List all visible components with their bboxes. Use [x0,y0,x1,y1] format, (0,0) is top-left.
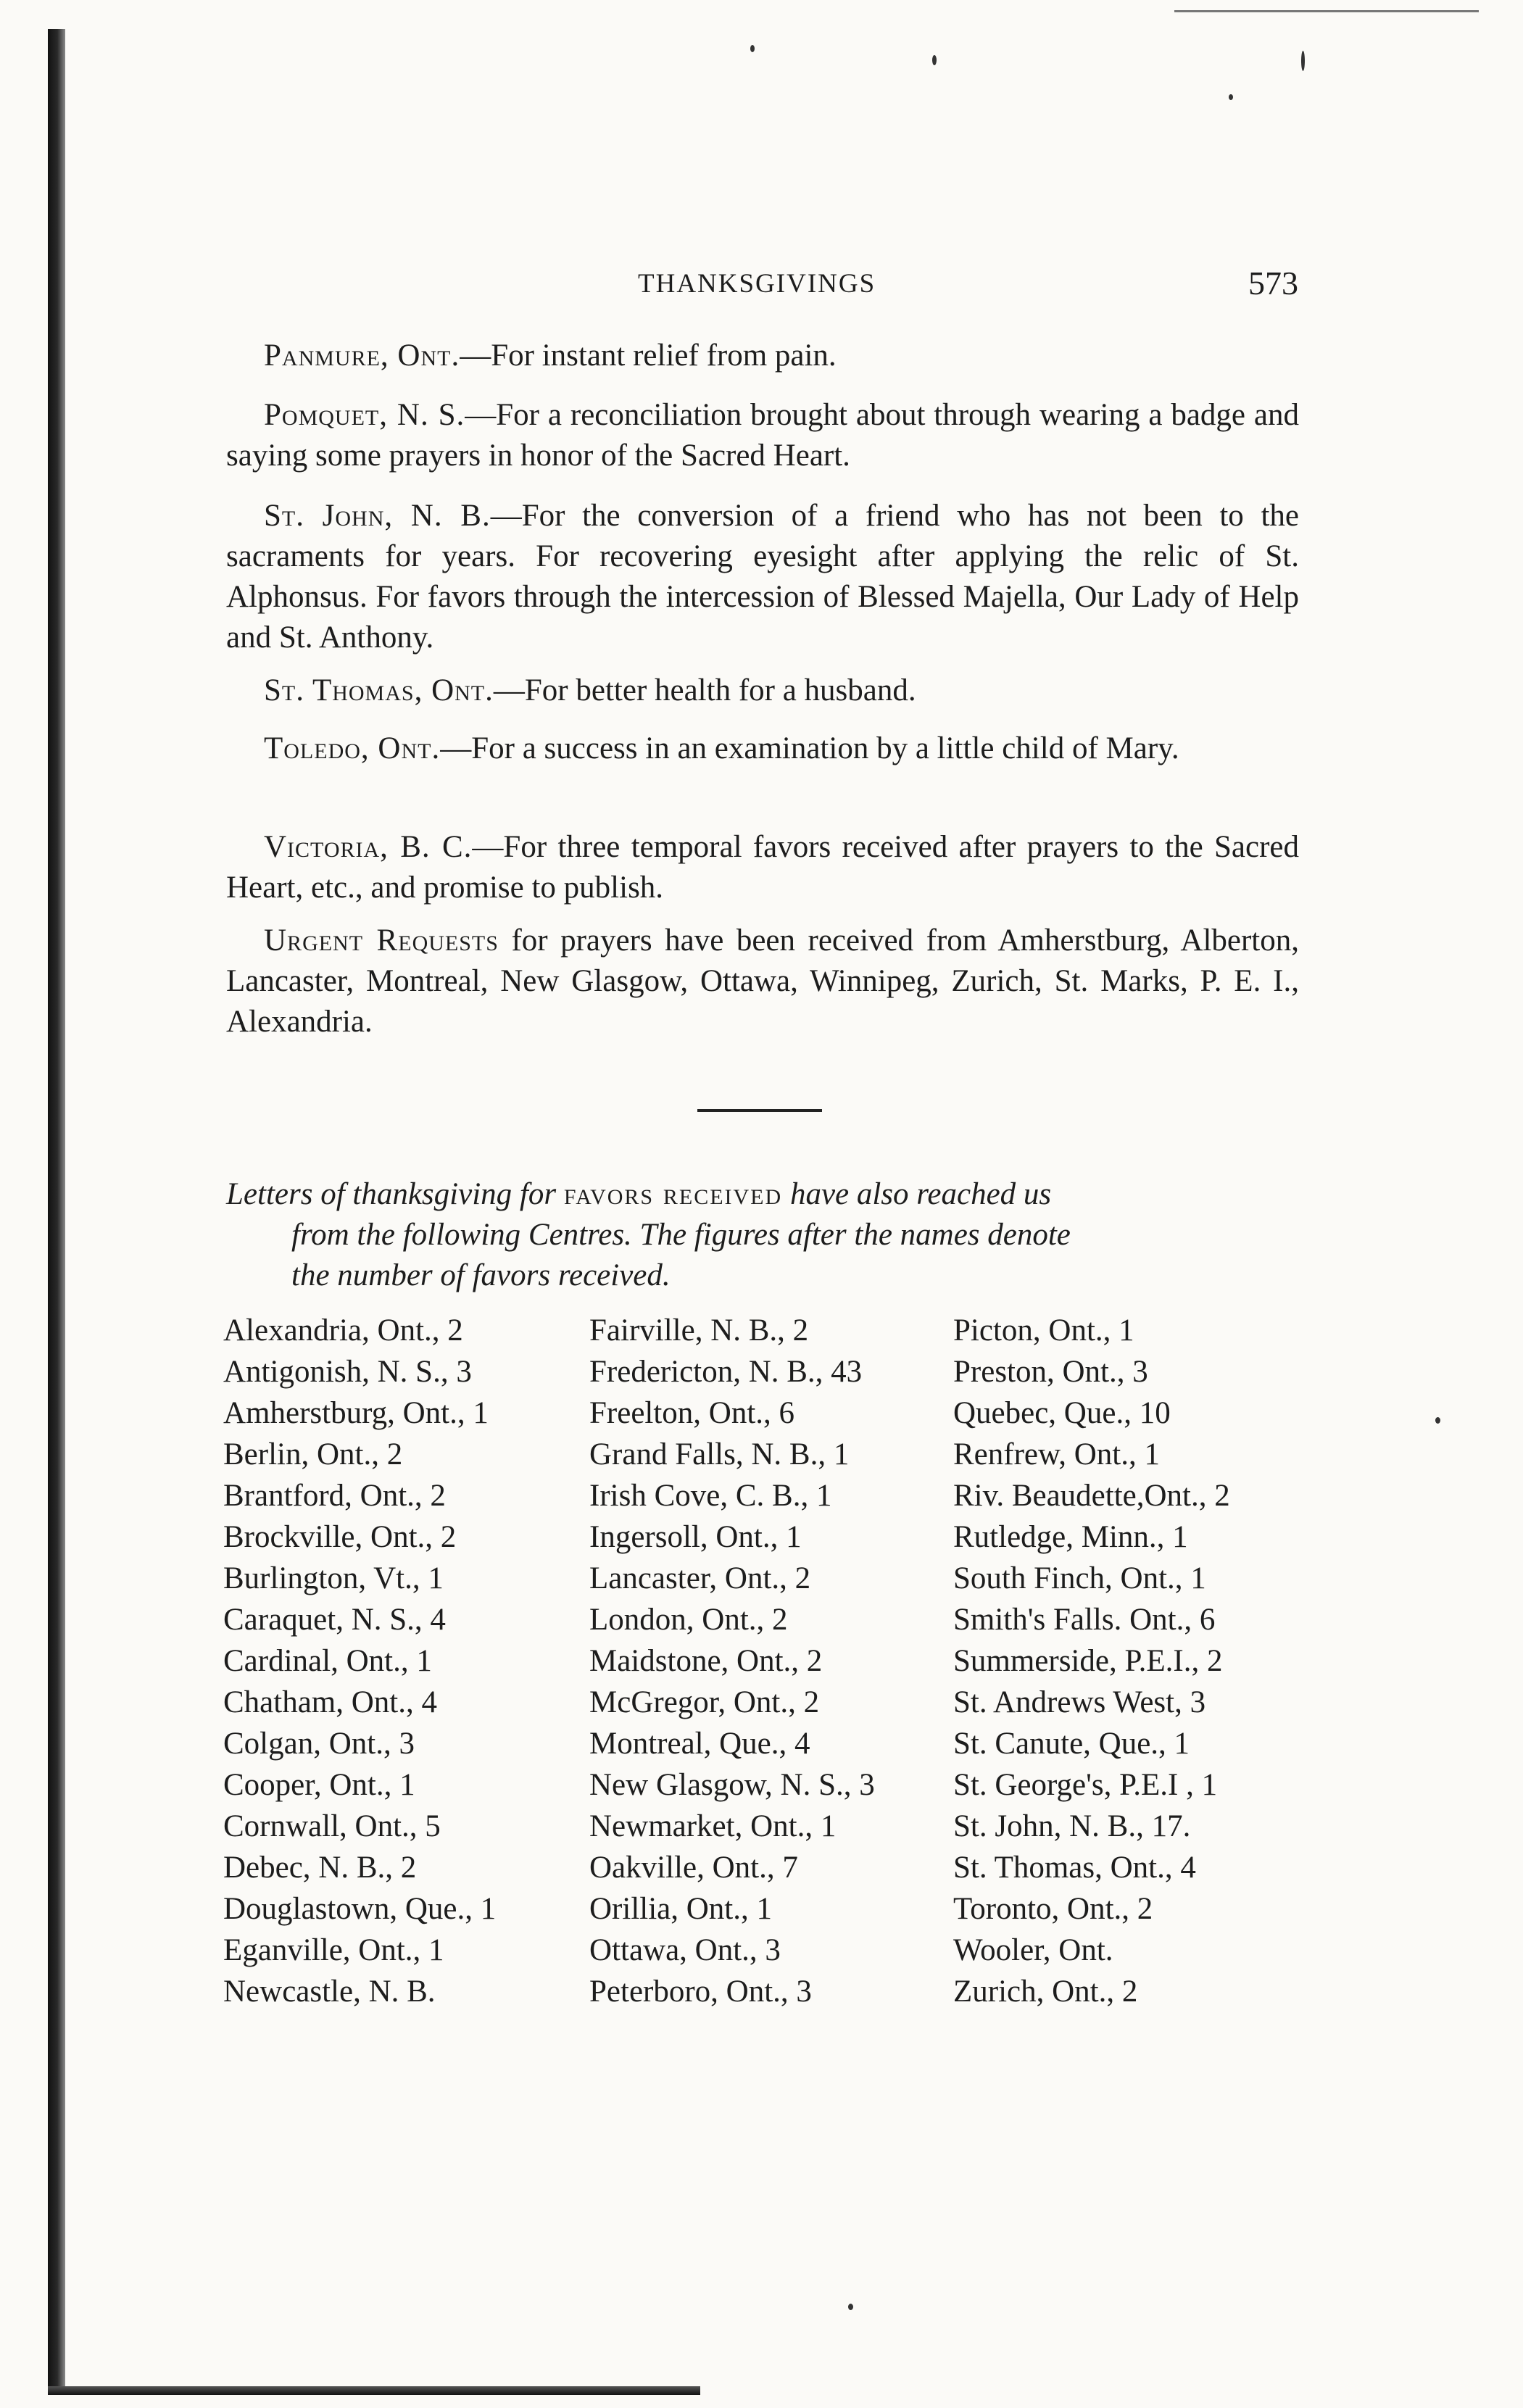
scan-speck [848,2304,853,2310]
section-divider [697,1109,822,1112]
centre-entry: Cornwall, Ont., 5 [223,1809,441,1843]
centre-entry: Renfrew, Ont., 1 [953,1437,1161,1471]
centre-entry: Antigonish, N. S., 3 [223,1355,472,1389]
scan-speck [750,45,755,52]
entry-place: Toledo, Ont. [264,731,441,765]
centre-entry: Irish Cove, C. B., 1 [589,1479,832,1513]
centre-entry: London, Ont., 2 [589,1603,788,1637]
centre-entry: Montreal, Que., 4 [589,1727,810,1761]
centre-entry: Amherstburg, Ont., 1 [223,1396,489,1430]
centre-entry: St. Thomas, Ont., 4 [953,1851,1196,1885]
centre-entry: Cooper, Ont., 1 [223,1768,415,1802]
entry-text: —For three temporal favors received after prayers to the Sacred Heart, etc., and promise to publish. [226,830,1300,905]
centre-entry: Chatham, Ont., 4 [223,1685,437,1719]
centre-entry: Quebec, Que., 10 [953,1396,1171,1430]
intro-line-2: from the following Centres. The figures after the names denote [291,1218,1071,1252]
page-number: 573 [1248,265,1298,302]
centre-entry: Freelton, Ont., 6 [589,1396,795,1430]
centre-entry: Ingersoll, Ont., 1 [589,1520,802,1554]
centre-entry: Zurich, Ont., 2 [953,1975,1138,2009]
centre-entry: McGregor, Ont., 2 [589,1685,820,1719]
centre-entry: Douglastown, Que., 1 [223,1892,497,1926]
entry-paragraph [226,395,1299,476]
centre-entry: Fredericton, N. B., 43 [589,1355,863,1389]
centre-entry: Peterboro, Ont., 3 [589,1975,812,2009]
urgent-requests-label: Urgent Requests [264,923,499,958]
centre-entry: Ottawa, Ont., 3 [589,1933,781,1967]
centre-entry: Grand Falls, N. B., 1 [589,1437,850,1471]
intro-line-3: the number of favors received. [291,1258,671,1292]
entry-text: —For instant relief from pain. [460,339,837,373]
centre-entry: Preston, Ont., 3 [953,1355,1148,1389]
intro-caps: favors received [563,1177,783,1211]
running-head: THANKSGIVINGS [638,269,876,299]
centre-entry: Toronto, Ont., 2 [953,1892,1153,1926]
centre-entry: Maidstone, Ont., 2 [589,1644,823,1678]
entry-place: St. Thomas, Ont. [264,673,494,707]
centre-entry: Brantford, Ont., 2 [223,1479,446,1513]
centre-entry: Colgan, Ont., 3 [223,1727,415,1761]
centre-entry: Burlington, Vt., 1 [223,1561,444,1595]
entry-text: —For a success in an examination by a little child of Mary. [440,731,1179,765]
entry-text: —For a reconciliation brought about through wearing a badge and saying some prayers in honor of the Sacred Heart. [226,398,1299,473]
centres-column-2 [589,1310,875,2012]
centre-entry: Picton, Ont., 1 [953,1313,1134,1348]
centre-entry: Debec, N. B., 2 [223,1851,417,1885]
entry-paragraph [226,336,1299,376]
centre-entry: Rutledge, Minn., 1 [953,1520,1188,1554]
centre-entry: Newcastle, N. B. [223,1975,436,2009]
entry-paragraph [226,827,1299,908]
centres-intro [226,1174,1299,1296]
centre-entry: South Finch, Ont., 1 [953,1561,1206,1595]
top-scan-edge [1174,10,1479,12]
centre-entry: Riv. Beaudette,Ont., 2 [953,1479,1230,1513]
centre-entry: Cardinal, Ont., 1 [223,1644,432,1678]
entry-text: —For the conversion of a friend who has not been to the sacraments for years. For recovering eyesight after applying the relic of St. Alphonsus. For favors through the intercession of Blessed Majella, Our Lady of Help and St. Anthony. [226,499,1300,655]
centre-entry: Summerside, P.E.I., 2 [953,1644,1223,1678]
centres-column-3 [953,1310,1230,2012]
centre-entry: Wooler, Ont. [953,1933,1113,1967]
scan-speck [1435,1417,1440,1424]
centre-entry: St. George's, P.E.I , 1 [953,1768,1218,1802]
centre-entry: Oakville, Ont., 7 [589,1851,798,1885]
entry-place: Victoria, B. C. [264,830,473,864]
centre-entry: Newmarket, Ont., 1 [589,1809,837,1843]
centre-entry: Alexandria, Ont., 2 [223,1313,463,1348]
centre-entry: New Glasgow, N. S., 3 [589,1768,875,1802]
centres-column-1 [223,1310,496,2012]
centre-entry: Orillia, Ont., 1 [589,1892,772,1926]
entry-paragraph [226,670,1299,711]
centre-entry: St. John, N. B., 17. [953,1809,1191,1843]
entry-text: for prayers have been received from Amherstburg, Alberton, Lancaster, Montreal, New Glasgow, Ottawa, Winnipeg, Zurich, St. Marks, P. E. I., Alexandria. [226,923,1299,1039]
centre-entry: Berlin, Ont., 2 [223,1437,403,1471]
urgent-requests-paragraph [226,921,1299,1042]
centre-entry: Caraquet, N. S., 4 [223,1603,446,1637]
entry-place: Pomquet, N. S. [264,398,465,432]
centre-entry: St. Canute, Que., 1 [953,1727,1190,1761]
centre-entry: Lancaster, Ont., 2 [589,1561,811,1595]
centre-entry: Smith's Falls. Ont., 6 [953,1603,1216,1637]
scan-speck [932,55,937,65]
entry-paragraph [226,496,1299,658]
entry-place: Panmure, Ont. [264,339,460,373]
scan-speck [1301,51,1305,71]
centre-entry: Fairville, N. B., 2 [589,1313,809,1348]
entry-paragraph [226,728,1299,769]
centre-entry: St. Andrews West, 3 [953,1685,1206,1719]
entry-place: St. John, N. B. [264,499,491,533]
centre-entry: Eganville, Ont., 1 [223,1933,444,1967]
scan-speck [1229,94,1233,100]
centre-entry: Brockville, Ont., 2 [223,1520,457,1554]
bottom-binding-edge [48,2386,700,2395]
book-binding-edge [48,29,65,2394]
entry-text: —For better health for a husband. [493,673,916,707]
intro-line-1: Letters of thanksgiving for favors received have also reached us [226,1177,1052,1211]
